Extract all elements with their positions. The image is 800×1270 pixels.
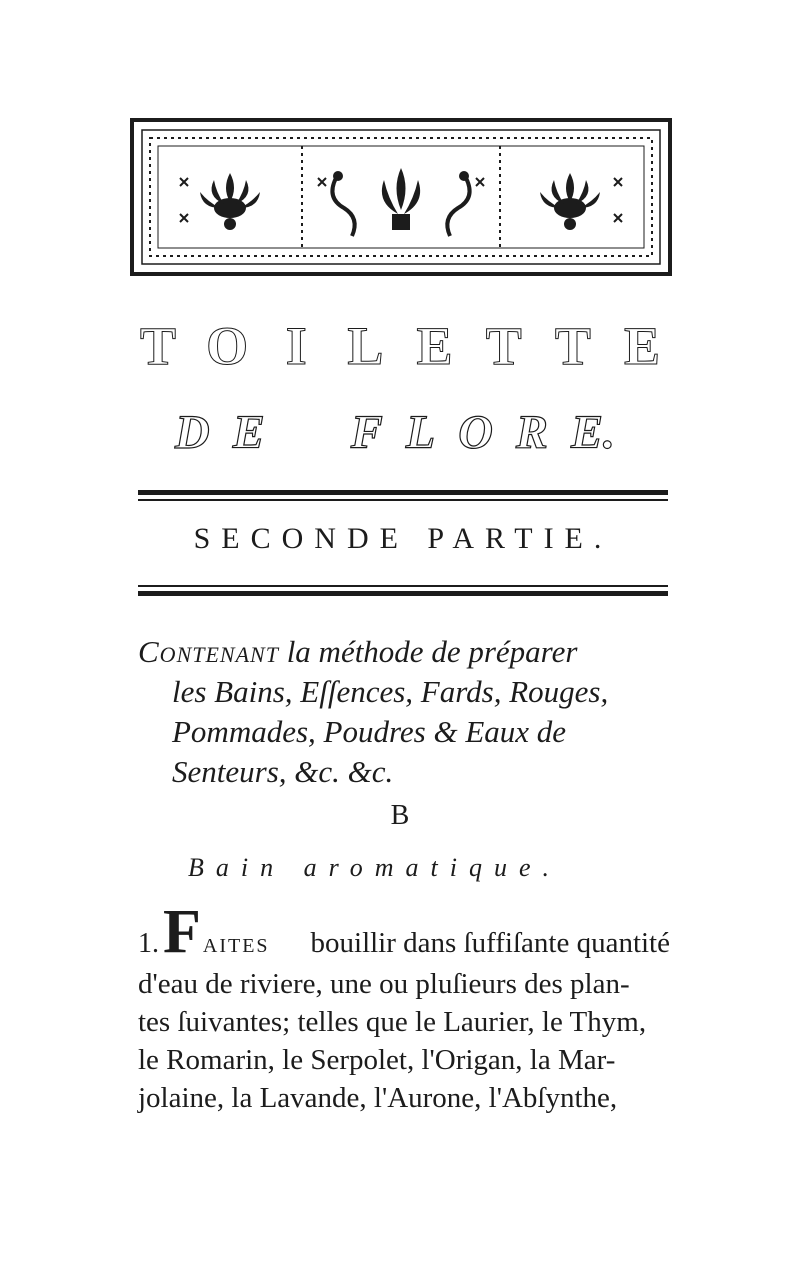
part-title: SECONDE PARTIE.: [193, 522, 613, 555]
title-letter: T: [485, 316, 522, 376]
subtitle-letter: L: [405, 406, 436, 459]
fleuron-center-icon: [332, 168, 469, 236]
subtitle-letter: E.: [570, 406, 615, 459]
title-letter: E: [623, 316, 660, 376]
subtitle-letter: R: [515, 406, 548, 459]
subtitle-letter: F: [350, 406, 383, 459]
title-letter: T: [139, 316, 177, 376]
title-letter: I: [285, 316, 307, 376]
fleuron-right-icon: [540, 173, 600, 230]
contents-line: Senteurs, &c. &c.: [172, 754, 394, 789]
section-heading: Bain aromatique.: [188, 853, 562, 882]
subtitle-letter: E: [232, 406, 265, 459]
body-line: bouillir dans ſuffiſante quantité: [310, 927, 670, 959]
body-line: le Romarin, le Serpolet, l'Origan, la Mar-: [138, 1044, 616, 1076]
body-paragraph: [138, 898, 670, 1117]
double-rule-top: [138, 490, 668, 501]
contents-line: la méthode de préparer: [278, 634, 578, 669]
body-line: jolaine, la Lavande, l'Aurone, l'Abſynthe,: [138, 1082, 618, 1114]
contents-line: Pommades, Poudres & Eaux de: [172, 714, 567, 749]
double-rule-bottom: [138, 585, 668, 596]
ornamental-headpiece: [130, 118, 672, 276]
body-line: tes ſuivantes; telles que le Laurier, le Thym,: [138, 1006, 647, 1038]
contents-lead: Contenant: [138, 634, 279, 669]
fleuron-left-icon: [200, 173, 260, 230]
contents-description: [138, 632, 678, 792]
title-letter: E: [416, 316, 453, 376]
book-subtitle: [175, 405, 615, 460]
subtitle-letter: O: [458, 406, 493, 459]
book-title: [130, 315, 670, 377]
drop-cap: F: [163, 898, 201, 966]
subtitle-letter: D: [175, 406, 210, 459]
body-line: d'eau de riviere, une ou pluſieurs des plan-: [138, 968, 630, 1000]
signature-mark: B: [390, 800, 410, 831]
title-letter: T: [554, 316, 591, 376]
paragraph-number: 1.: [138, 928, 159, 959]
title-letter: O: [206, 316, 249, 376]
title-letter: L: [347, 316, 384, 376]
contents-line: les Bains, Eſſences, Fards, Rouges,: [172, 674, 609, 709]
opening-caps: AITES: [202, 935, 270, 957]
